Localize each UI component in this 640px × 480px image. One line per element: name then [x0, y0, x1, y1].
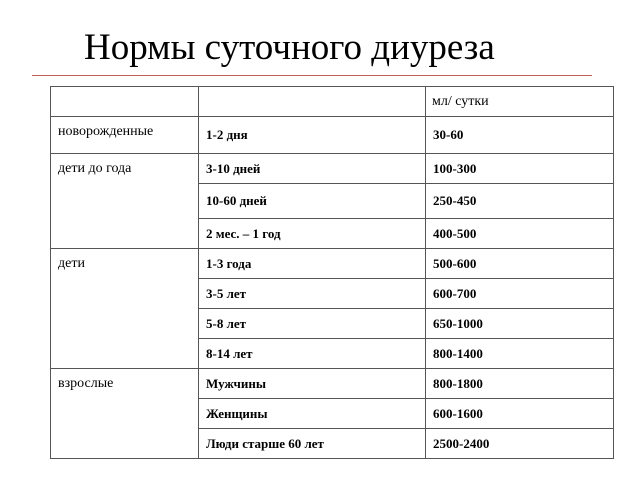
- title-divider: [32, 75, 592, 76]
- volume-cell: 600-1600: [426, 399, 614, 429]
- group-infants: дети до года: [51, 154, 199, 249]
- period-cell: 1-3 года: [199, 249, 426, 279]
- volume-cell: 800-1400: [426, 339, 614, 369]
- volume-cell: 400-500: [426, 219, 614, 249]
- group-adults: взрослые: [51, 369, 199, 459]
- period-cell: 10-60 дней: [199, 184, 426, 219]
- volume-cell: 30-60: [426, 117, 614, 154]
- volume-cell: 800-1800: [426, 369, 614, 399]
- volume-cell: 600-700: [426, 279, 614, 309]
- diuresis-norms-table: [50, 86, 614, 459]
- table-header-row: [51, 87, 614, 117]
- header-period-cell: [199, 87, 426, 117]
- period-cell: Люди старше 60 лет: [199, 429, 426, 459]
- period-cell: 3-5 лет: [199, 279, 426, 309]
- period-cell: 1-2 дня: [199, 117, 426, 154]
- period-cell: 5-8 лет: [199, 309, 426, 339]
- table-row: [51, 154, 614, 184]
- period-cell: Мужчины: [199, 369, 426, 399]
- volume-cell: 100-300: [426, 154, 614, 184]
- period-cell: 8-14 лет: [199, 339, 426, 369]
- table-row: [51, 249, 614, 279]
- period-cell: 3-10 дней: [199, 154, 426, 184]
- table-row: [51, 369, 614, 399]
- period-cell: 2 мес. – 1 год: [199, 219, 426, 249]
- table-row: [51, 117, 614, 154]
- group-children: дети: [51, 249, 199, 369]
- volume-cell: 500-600: [426, 249, 614, 279]
- volume-cell: 650-1000: [426, 309, 614, 339]
- group-newborns: новорожденные: [51, 117, 199, 154]
- header-group-cell: [51, 87, 199, 117]
- period-cell: Женщины: [199, 399, 426, 429]
- header-unit-cell: мл/ сутки: [426, 87, 614, 117]
- volume-cell: 2500-2400: [426, 429, 614, 459]
- page-title: Нормы суточного диуреза: [84, 27, 495, 68]
- volume-cell: 250-450: [426, 184, 614, 219]
